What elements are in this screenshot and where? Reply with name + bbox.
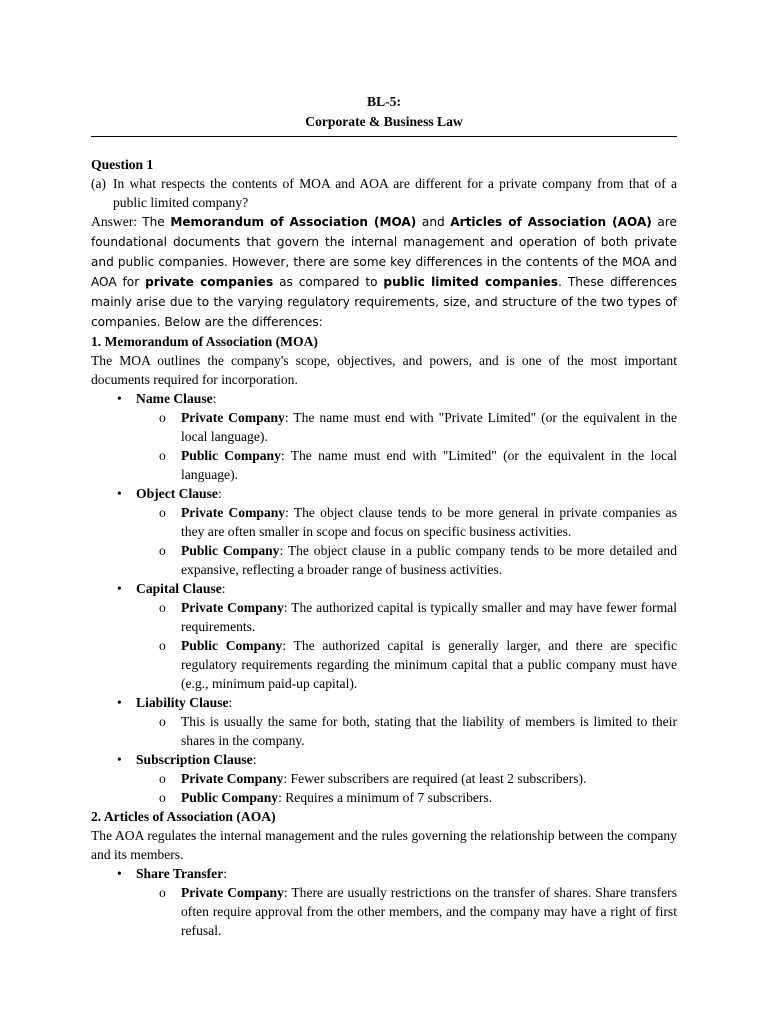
- clause-detail-item: [159, 541, 677, 579]
- clause-detail-item: [159, 446, 678, 484]
- clause-detail-list: [136, 408, 677, 484]
- bullet-icon: •: [117, 866, 122, 881]
- company-type-label: Private Company: [181, 505, 286, 520]
- clause-detail-text: : The authorized capital is generally larger, and there are specific regulatory requirements regarding the minimum capital that a public company must have (e.g., minimum paid-up capital).: [181, 638, 677, 691]
- answer-emphasis-aoa: Articles of Association (AOA): [450, 215, 652, 229]
- clause-detail-list: [136, 503, 677, 579]
- clause-item: [117, 484, 677, 579]
- company-type-label: Private Company: [181, 771, 284, 786]
- company-type-label: Private Company: [181, 885, 284, 900]
- moa-section-title: 1. Memorandum of Association (MOA): [91, 334, 318, 349]
- answer-emphasis-moa: Memorandum of Association (MOA): [170, 215, 417, 229]
- clause-detail-item: [159, 503, 677, 541]
- company-type-label: Public Company: [181, 638, 283, 653]
- clause-detail-text: : The object clause in a public company tends to be more detailed and expansive, reflecting a broader range of business activities.: [181, 543, 677, 577]
- clause-colon: :: [217, 486, 222, 501]
- clause-detail-list: [136, 883, 677, 940]
- clause-detail-text: : The name must end with "Limited" (or the equivalent in the local language).: [181, 448, 678, 482]
- clause-name: Name Clause: [136, 391, 213, 406]
- clause-detail-list: [136, 712, 677, 750]
- company-type-label: Public Company: [181, 543, 280, 558]
- subject-code: BL-5:: [367, 94, 401, 109]
- answer-emphasis-private: private companies: [145, 275, 274, 289]
- sub-bullet-icon: o: [159, 600, 166, 615]
- moa-clause-list: [91, 389, 677, 807]
- clause-detail-text: : Requires a minimum of 7 subscribers.: [278, 790, 493, 805]
- sub-bullet-icon: o: [159, 543, 166, 558]
- company-type-label: Public Company: [181, 448, 281, 463]
- answer-text: . These differences mainly arise due to the varying regulatory requirements, size, and structure of the two types of companies. Below are the differences:: [91, 275, 677, 329]
- sub-bullet-icon: o: [159, 638, 166, 653]
- clause-detail-item: [159, 408, 678, 446]
- sub-bullet-icon: o: [159, 771, 166, 786]
- sub-bullet-icon: o: [159, 448, 166, 463]
- clause-detail-item: [159, 788, 677, 807]
- aoa-clause-list: [91, 864, 677, 940]
- aoa-section-intro: The AOA regulates the internal management and the rules governing the relationship between the company and its members.: [91, 828, 677, 862]
- moa-section-intro: The MOA outlines the company's scope, objectives, and powers, and is one of the most important documents required for incorporation.: [91, 353, 677, 387]
- question-title: Question 1: [91, 157, 154, 172]
- clause-colon: :: [228, 695, 233, 710]
- clause-name: Liability Clause: [136, 695, 229, 710]
- clause-item: [117, 389, 678, 484]
- clause-detail-text: : The object clause tends to be more general in private companies as they are often smaller in scope and focus on specific business activities.: [181, 505, 677, 539]
- bullet-icon: •: [117, 391, 122, 406]
- answer-text: The: [142, 215, 171, 229]
- document-header: [91, 92, 677, 132]
- clause-name: Share Transfer: [136, 866, 224, 881]
- clause-detail-text: : The name must end with "Private Limited" (or the equivalent in the local language).: [181, 410, 678, 444]
- answer-lead: Answer:: [91, 214, 143, 229]
- question-part-text: In what respects the contents of MOA and AOA are different for a private company from that of a public limited company?: [113, 176, 677, 210]
- sub-bullet-icon: o: [159, 790, 166, 805]
- sub-bullet-icon: o: [159, 505, 166, 520]
- clause-item: [117, 864, 677, 940]
- answer-text: as compared to: [273, 275, 384, 289]
- clause-detail-text: This is usually the same for both, stating that the liability of members is limited to their shares in the company.: [181, 714, 677, 748]
- subject-title: Corporate & Business Law: [305, 114, 463, 129]
- clause-colon: :: [212, 391, 217, 406]
- clause-detail-text: : There are usually restrictions on the transfer of shares. Share transfers often require approval from the other members, and the company may have a right of first refusal.: [181, 885, 677, 938]
- clause-colon: :: [223, 866, 228, 881]
- clause-detail-list: [136, 769, 677, 807]
- bullet-icon: •: [117, 695, 122, 710]
- sub-bullet-icon: o: [159, 410, 166, 425]
- company-type-label: Private Company: [181, 600, 284, 615]
- clause-item: [117, 750, 677, 807]
- header-divider: [91, 136, 677, 137]
- clause-item: [117, 579, 677, 693]
- sub-bullet-icon: o: [159, 714, 166, 729]
- document-page: [91, 92, 677, 940]
- clause-detail-list: [136, 598, 677, 693]
- question-part-label: (a): [91, 176, 107, 191]
- sub-bullet-icon: o: [159, 885, 166, 900]
- clause-detail-item: [159, 883, 677, 940]
- answer-body: [91, 215, 677, 329]
- clause-detail-item: [159, 598, 677, 636]
- company-type-label: Private Company: [181, 410, 285, 425]
- answer-emphasis-public: public limited companies: [383, 275, 559, 289]
- clause-detail-text: : The authorized capital is typically smaller and may have fewer formal requirements.: [181, 600, 677, 634]
- bullet-icon: •: [117, 486, 122, 501]
- bullet-icon: •: [117, 581, 122, 596]
- clause-colon: :: [252, 752, 257, 767]
- clause-detail-item: [159, 636, 677, 693]
- company-type-label: Public Company: [181, 790, 279, 805]
- question-part: [91, 174, 677, 212]
- clause-detail-item: [159, 769, 677, 788]
- answer-text: are foundational documents that govern the internal management and operation of both private and public companies. However, there are some key differences in the contents of the MOA and AOA for: [91, 215, 677, 289]
- clause-name: Capital Clause: [136, 581, 222, 596]
- bullet-icon: •: [117, 752, 122, 767]
- clause-item: [117, 693, 677, 750]
- clause-detail-item: [159, 712, 677, 750]
- answer-text: and: [416, 215, 451, 229]
- aoa-section-title: 2. Articles of Association (AOA): [91, 809, 276, 824]
- clause-name: Subscription Clause: [136, 752, 253, 767]
- clause-name: Object Clause: [136, 486, 218, 501]
- clause-detail-text: : Fewer subscribers are required (at least 2 subscribers).: [283, 771, 587, 786]
- clause-colon: :: [221, 581, 226, 596]
- answer-paragraph: [91, 212, 677, 332]
